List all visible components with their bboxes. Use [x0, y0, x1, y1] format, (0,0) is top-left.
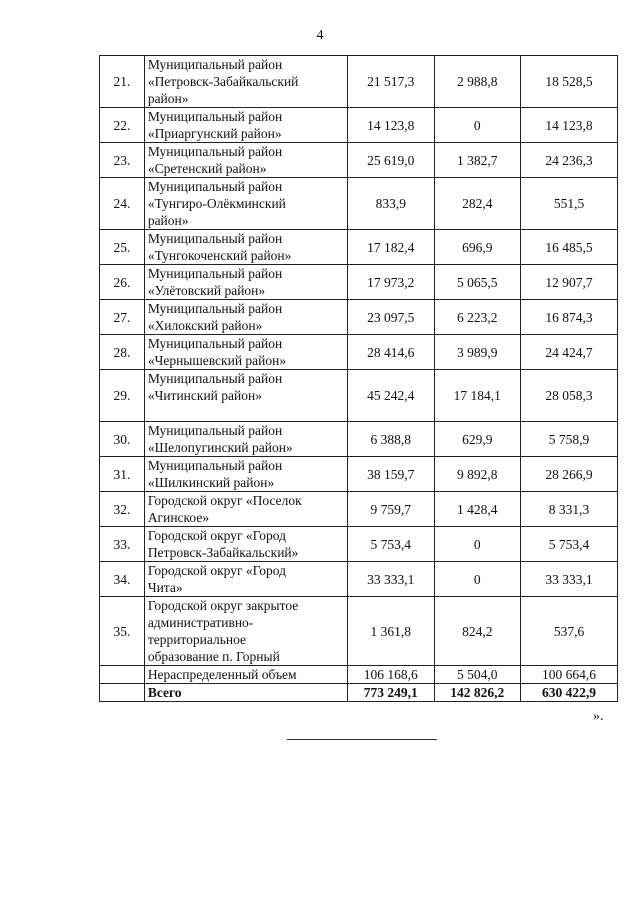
name-line: Муниципальный район	[147, 231, 283, 246]
name-line: Петровск-Забайкальский»	[147, 545, 299, 560]
row-number: 23.	[100, 143, 145, 178]
value-part-b: 28 266,9	[521, 457, 618, 492]
row-number: 30.	[100, 422, 145, 457]
value-part-a: 9 892,8	[434, 457, 521, 492]
row-label: Всего	[144, 684, 347, 702]
municipality-name	[144, 178, 347, 230]
value-part-b: 5 753,4	[521, 527, 618, 562]
row-number	[100, 684, 145, 702]
value-part-b: 28 058,3	[521, 370, 618, 422]
row-number: 31.	[100, 457, 145, 492]
municipality-name	[144, 457, 347, 492]
value-part-b: 14 123,8	[521, 108, 618, 143]
municipality-name	[144, 230, 347, 265]
row-number: 26.	[100, 265, 145, 300]
value-total: 23 097,5	[348, 300, 435, 335]
name-line: Муниципальный район	[147, 371, 283, 386]
row-number: 29.	[100, 370, 145, 422]
value-part-b: 5 758,9	[521, 422, 618, 457]
name-line: Городской округ закрытое	[147, 598, 299, 613]
name-line: Муниципальный район	[147, 109, 283, 124]
value-total: 38 159,7	[348, 457, 435, 492]
value-total: 33 333,1	[348, 562, 435, 597]
value-total: 6 388,8	[348, 422, 435, 457]
municipality-name	[144, 422, 347, 457]
name-line: Городской округ «Поселок	[147, 493, 302, 508]
municipality-name	[144, 56, 347, 108]
value-part-b: 24 424,7	[521, 335, 618, 370]
value-part-a: 824,2	[434, 597, 521, 666]
page-number: 4	[316, 28, 324, 43]
value-total: 833,9	[348, 178, 435, 230]
name-line: «Приаргунский район»	[147, 126, 282, 141]
name-line: «Тунгиро-Олёкминский	[147, 196, 286, 211]
name-line: образование п. Горный	[147, 649, 280, 664]
name-line: «Улётовский район»	[147, 283, 266, 298]
value-part-b: 33 333,1	[521, 562, 618, 597]
table-row	[100, 492, 618, 527]
value-total: 106 168,6	[348, 666, 435, 684]
municipality-name	[144, 300, 347, 335]
row-number	[100, 666, 145, 684]
name-line: Городской округ «Город	[147, 563, 287, 578]
value-part-a: 282,4	[434, 178, 521, 230]
name-line: «Чернышевский район»	[147, 353, 287, 368]
table-row	[100, 335, 618, 370]
row-number: 33.	[100, 527, 145, 562]
name-line: Муниципальный район	[147, 423, 283, 438]
name-line: Чита»	[147, 580, 183, 595]
value-part-a: 17 184,1	[434, 370, 521, 422]
table-row	[100, 56, 618, 108]
value-total: 45 242,4	[348, 370, 435, 422]
municipality-name	[144, 108, 347, 143]
value-part-a: 0	[434, 527, 521, 562]
table-row	[100, 370, 618, 422]
row-number: 32.	[100, 492, 145, 527]
value-part-b: 551,5	[521, 178, 618, 230]
name-line: Муниципальный район	[147, 266, 283, 281]
municipality-name	[144, 597, 347, 666]
table-row	[100, 422, 618, 457]
value-part-a: 2 988,8	[434, 56, 521, 108]
unallocated-row	[100, 666, 618, 684]
table-row	[100, 300, 618, 335]
row-label: Нераспределенный объем	[144, 666, 347, 684]
table-row	[100, 265, 618, 300]
value-part-b: 12 907,7	[521, 265, 618, 300]
total-row	[100, 684, 618, 702]
table-row	[100, 230, 618, 265]
name-line: территориальное	[147, 632, 247, 647]
value-part-a: 3 989,9	[434, 335, 521, 370]
value-total: 17 973,2	[348, 265, 435, 300]
value-part-b: 18 528,5	[521, 56, 618, 108]
name-line	[148, 404, 344, 421]
name-line: Городской округ «Город	[147, 528, 287, 543]
name-line: Муниципальный район	[147, 301, 283, 316]
table-row	[100, 597, 618, 666]
name-line: «Петровск-Забайкальский	[147, 74, 299, 89]
value-total: 25 619,0	[348, 143, 435, 178]
name-line: район»	[147, 213, 189, 228]
value-total: 17 182,4	[348, 230, 435, 265]
row-number: 28.	[100, 335, 145, 370]
row-number: 27.	[100, 300, 145, 335]
table-row	[100, 562, 618, 597]
value-part-a: 6 223,2	[434, 300, 521, 335]
name-line: «Хилокский район»	[147, 318, 263, 333]
value-total: 1 361,8	[348, 597, 435, 666]
name-line: Муниципальный район	[147, 57, 283, 72]
municipality-name	[144, 265, 347, 300]
municipality-name	[144, 562, 347, 597]
municipality-name	[144, 492, 347, 527]
table-row	[100, 457, 618, 492]
value-part-a: 0	[434, 562, 521, 597]
name-line: «Тунгокоченский район»	[147, 248, 292, 263]
value-part-a: 696,9	[434, 230, 521, 265]
value-part-a: 1 428,4	[434, 492, 521, 527]
row-number: 22.	[100, 108, 145, 143]
table-row	[100, 108, 618, 143]
table-row	[100, 178, 618, 230]
closing-quote: ».	[593, 709, 604, 724]
value-part-a: 5 504,0	[434, 666, 521, 684]
municipality-name	[144, 335, 347, 370]
value-total: 14 123,8	[348, 108, 435, 143]
value-part-a: 629,9	[434, 422, 521, 457]
value-part-b: 630 422,9	[521, 684, 618, 702]
row-number: 21.	[100, 56, 145, 108]
value-part-a: 5 065,5	[434, 265, 521, 300]
value-part-b: 100 664,6	[521, 666, 618, 684]
name-line: район»	[147, 91, 189, 106]
name-line: Муниципальный район	[147, 336, 283, 351]
table-row	[100, 527, 618, 562]
row-number: 25.	[100, 230, 145, 265]
row-number: 34.	[100, 562, 145, 597]
municipality-name	[144, 527, 347, 562]
value-total: 5 753,4	[348, 527, 435, 562]
value-part-a: 142 826,2	[434, 684, 521, 702]
value-part-b: 16 485,5	[521, 230, 618, 265]
name-line: Муниципальный район	[147, 144, 283, 159]
table-row	[100, 143, 618, 178]
separator-line	[287, 739, 437, 740]
name-line: «Шилкинский район»	[147, 475, 275, 490]
name-line: «Шелопугинский район»	[147, 440, 293, 455]
row-number: 35.	[100, 597, 145, 666]
value-part-b: 24 236,3	[521, 143, 618, 178]
row-number: 24.	[100, 178, 145, 230]
municipality-name	[144, 370, 347, 422]
value-part-b: 537,6	[521, 597, 618, 666]
value-part-b: 16 874,3	[521, 300, 618, 335]
name-line: «Читинский район»	[147, 388, 262, 403]
value-part-a: 0	[434, 108, 521, 143]
value-total: 9 759,7	[348, 492, 435, 527]
table-body	[100, 56, 618, 702]
value-part-a: 1 382,7	[434, 143, 521, 178]
value-part-b: 8 331,3	[521, 492, 618, 527]
name-line: административно-	[147, 615, 254, 630]
name-line: Агинское»	[147, 510, 210, 525]
name-line: Муниципальный район	[147, 458, 283, 473]
municipality-name	[144, 143, 347, 178]
budget-table	[99, 55, 618, 702]
value-total: 21 517,3	[348, 56, 435, 108]
value-total: 28 414,6	[348, 335, 435, 370]
name-line: Муниципальный район	[147, 179, 283, 194]
name-line: «Сретенский район»	[147, 161, 267, 176]
value-total: 773 249,1	[348, 684, 435, 702]
